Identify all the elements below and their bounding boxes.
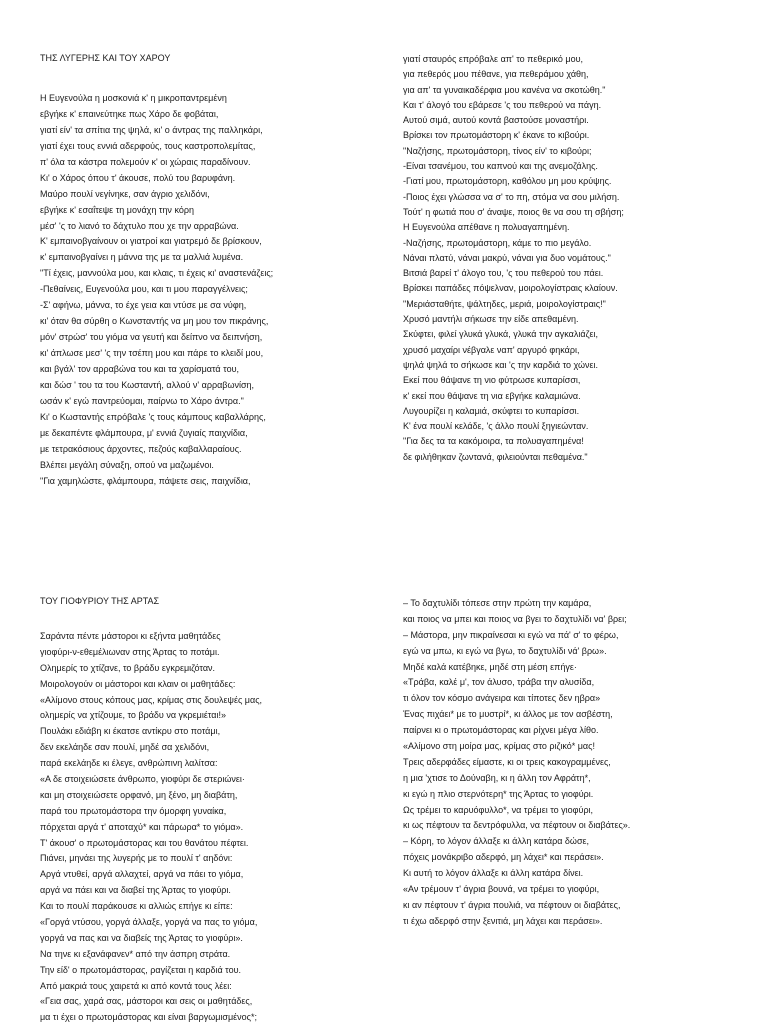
poem-line: εβγήκε κ' εσαΐτεψε τη μονάχη την κόρη: [40, 204, 194, 215]
poem-line: Μοιρολογούν οι μάστοροι και κλαιν οι μαθητάδες:: [40, 678, 236, 689]
poem-line: Ένας πιχάει* με το μυστρί*, κι άλλος με τον ασβέστη,: [403, 709, 613, 720]
poem-line: παρά εκελάηδε κι έλεγε, ανθρώπινη λαλίτσα:: [40, 758, 218, 769]
poem-line: Λυγουρίζει η καλαμιά, σκύφτει το κυπαρίσσι.: [403, 405, 580, 416]
poem-line: Κ' εμπαινοβγαίνουν οι γιατροί και γιατρεμό δε βρίσκουν,: [40, 236, 262, 247]
poem2-right-lines: [403, 596, 733, 930]
poem-line: κι' όταν θα σύρθη ο Κωνσταντής να μη μου τον πικράνης,: [40, 316, 269, 327]
poem-line: Από μακριά τους χαιρετά κι από κοντά τους λέει:: [40, 980, 232, 991]
poem-line: "Για χαμηλώστε, φλάμπουρα, πάψετε σεις, παιχνίδια,: [40, 475, 251, 486]
poem-line: γοργά να πας και να διαβείς της Άρτας το γιοφύρι».: [40, 932, 243, 943]
poem-line: κι αν πέφτουν τ' άγρια πουλιά, να πέφτουν οι διαβάτες,: [403, 899, 621, 910]
poem2-left-lines: [40, 629, 370, 1026]
poem-line: κ' εκεί που θάψανε τη νια εβγήκε καλαμιώνα.: [403, 390, 581, 401]
poem-line: με τετρακόσιους άρχοντες, πεζούς καβαλλαραίους.: [40, 443, 242, 454]
poem-line: -Πεθαίνεις, Ευγενούλα μου, και τι μου παραγγέλνεις;: [40, 284, 248, 295]
poem-line: Η Ευγενούλα απέθανε η πολυαγαπημένη.: [403, 222, 570, 233]
poem-line: γιατί έχει τους εννιά αδερφούς, τους καστροπολεμίτας,: [40, 140, 256, 151]
poem-line: και δώσ ' του τα του Κωσταντή, αλλού ν' αρραβωνίση,: [40, 379, 255, 390]
poem2-left-column: [40, 596, 370, 1026]
poem-line: "Μεριάσταθήτε, ψάλτηδες, μεριά, μοιρολογίστραις!": [403, 298, 606, 309]
poem-line: Κ' ένα πουλί κελάδε, 'ς άλλο πουλί ξηγιεώνταν.: [403, 421, 589, 432]
poem-line: εβγήκε κ' επαινεύτηκε πως Χάρο δε φοβάται,: [40, 108, 219, 119]
poem-line: η μια 'χτισε το Δούναβη, κι η άλλη τον Αφράτη*,: [403, 772, 591, 783]
poem-line: κι' άπλωσε μεσ' 'ς την τσέπη μου και πάρε το κλειδί μου,: [40, 348, 264, 358]
poem-line: Αργά ντυθεί, αργά αλλαχτεί, αργά να πάει το γιόμα,: [40, 869, 244, 880]
poem2-right-column: [403, 596, 733, 930]
poem-line: παίρνει κι ο πρωτομάστορας και ρίχνει μέγα λίθο.: [403, 725, 599, 736]
poem-line: μέσ' 'ς το λιανό το δάχτυλο που χε την αρραβώνα.: [40, 220, 239, 231]
poem-line: Κι αυτή το λόγον άλλαξε κι άλλη κατάρα δίνει.: [403, 868, 584, 879]
poem-line: "Τί έχεις, μαννούλα μου, και κλαις, τι έχεις κι' αναστενάζεις;: [40, 268, 274, 279]
poem-line: Κι' ο Χάρος όπου τ' άκουσε, πολύ του βαρυφάνη.: [40, 172, 236, 183]
poem-line: Η Ευγενούλα η μοσκονιά κ' η μικροπαντρεμένη: [40, 93, 227, 103]
poem1-right-lines: [403, 52, 733, 465]
poem-line: δεν εκελάηδε σαν πουλί, μηδέ σα χελιδόνι,: [40, 742, 210, 753]
poem-line: π' όλα τα κάστρα πολεμούν κ' οι χώραις παραδίνουν.: [40, 156, 251, 167]
poem1-left-lines: [40, 91, 360, 489]
poem-line: Τρεις αδερφάδες είμαστε, κι οι τρεις κακογραμμένες,: [403, 756, 611, 767]
poem-line: Νάναι πλατύ, νάναι μακρύ, νάναι για δυο νομάτους.": [403, 252, 611, 263]
poem-line: Βιτσιά βαρεί τ' άλογο του, 'ς του πεθερού του πάει.: [403, 268, 604, 279]
poem-line: πόρχεται αργά τ' αποταχύ* και πάρωρα* το γιόμα».: [40, 821, 244, 832]
poem-line: γιατί σταυρός επρόβαλε απ' το πεθερικό μου,: [403, 54, 583, 64]
poem-line: τι έχω αδερφό στην ξενιτιά, μη λάχει και περάσει».: [403, 915, 603, 926]
poem-line: δε φιλήθηκαν ζωντανά, φιλειούνται πεθαμένα.": [403, 451, 588, 462]
poem-line: Τ' άκουσ' ο πρωτομάστορας και του θανάτου πέφτει.: [40, 837, 249, 848]
poem-line: Πιάνει, μηνάει της λυγερής με το πουλί τ' αηδόνι:: [40, 853, 233, 864]
poem-line: "Ναζήσης, πρωτομάστορη, τίνος είν' το κιβούρι;: [403, 145, 592, 156]
poem-line: Την είδ' ο πρωτομάστορας, ραγίζεται η καρδιά του.: [40, 964, 242, 975]
poem-line: Βρίσκει παπάδες πόψελναν, μοιρολογίστραις κλαίουν.: [403, 283, 618, 294]
poem-line: Κι' ο Κωσταντής επρόβαλε 'ς τους κάμπους καβαλλάρης,: [40, 411, 266, 422]
poem1-left-column: [40, 53, 360, 489]
poem-line: Ολημερίς το χτίζανε, το βράδυ εγκρεμιζόταν.: [40, 662, 216, 673]
poem-line: τι όλον τον κόσμο ανάγειρα και τίποτες δεν ηβρα»: [403, 693, 601, 704]
poem-line: Και το πουλί παράκουσε κι αλλιώς επήγε κι είπε:: [40, 901, 233, 912]
poem-line: ψηλά ψηλά το σήκωσε και 'ς την καρδιά το χώνει.: [403, 359, 599, 370]
poem-line: ολημερίς να χτίζουμε, το βράδυ να γκρεμιέται!»: [40, 710, 227, 721]
poem-line: «Γεια σας, χαρά σας, μάστοροι και σεις οι μαθητάδες,: [40, 996, 253, 1007]
poem-line: αργά να πάει και να διαβεί της Άρτας το γιοφύρι.: [40, 885, 231, 896]
poem-line: Πουλάκι εδιάβη κι έκατσε αντίκρυ στο ποτάμι,: [40, 726, 221, 737]
poem-line: – Κόρη, το λόγον άλλαξε κι άλλη κατάρα δώσε,: [403, 836, 590, 847]
poem-line: «Αλίμονο στη μοίρα μας, κρίμας στο ριζικό* μας!: [403, 741, 595, 752]
poem1-title: ΤΗΣ ΛΥΓΕΡΗΣ ΚΑΙ ΤΟΥ ΧΑΡΟΥ: [40, 53, 171, 63]
poem-line: και βγάλ' τον αρραβώνα του και τα χαρίσματά του,: [40, 363, 239, 374]
poem-line: με δεκαπέντε φλάμπουρα, μ' εννιά ζυγιαίς παιχνίδια,: [40, 427, 248, 438]
poem-line: Εκεί που θάψανε τη νιο φύτρωσε κυπαρίσσι,: [403, 375, 581, 386]
poem-line: -Σ' αφήνω, μάννα, το έχε γεια και ντύσε με σα νύφη,: [40, 300, 247, 311]
poem-line: κι εγώ η πλιο στερνότερη* της Άρτας το γιοφύρι.: [403, 788, 594, 799]
poem-line: Χρυσό μαντήλι σήκωσε την είδε απεθαμένη.: [403, 314, 579, 325]
poem-line: μα τι έχει ο πρωτομάστορας και είναι βαργωμισμένος*;: [40, 1012, 258, 1023]
poem-line: Σαράντα πέντε μάστοροι κι εξήντα μαθητάδες: [40, 631, 221, 641]
poem-line: Να τηνε κι εξανάφανεν* από την άσπρη στράτα.: [40, 948, 231, 959]
poem-line: Βλέπει μεγάλη σύναξη, οπού να μαζωμένοι.: [40, 459, 214, 470]
poem-line: για απ' τα γυναικαδέρφια μου κανένα να σκοτώθη.": [403, 84, 606, 95]
poem-line: Τούτ' η φωτιά που σ' άναψε, ποιος θε να σου τη σβήση;: [403, 206, 624, 217]
poem-line: Μαύρο πουλί νεγίνηκε, σαν άγριο χελιδόνι,: [40, 188, 210, 199]
poem-line: -Είναι τσανέμου, του καπνού και της ανεμοζάλης.: [403, 161, 598, 172]
poem-line: κι ως πέφτουν τα δεντρόφυλλα, να πέφτουν οι διαβάτες».: [403, 820, 631, 831]
poem-line: χρυσό μαχαίρι νέβγαλε ναπ' αργυρό φηκάρι,: [403, 344, 580, 355]
poem-line: – Το δαχτυλίδι τόπεσε στην πρώτη την καμάρα,: [403, 598, 592, 608]
poem-line: "Για δες τα τα κακόμοιρα, τα πολυαγαπημένα!: [403, 436, 584, 447]
poem-line: Μηδέ καλά κατέβηκε, μηδέ στη μέση επήγε·: [403, 661, 577, 672]
poem-line: «Τράβα, καλέ μ', τον άλυσο, τράβα την αλυσίδα,: [403, 677, 595, 688]
poem-line: γιοφύρι-ν-εθεμέλιωναν στης Άρτας το ποτάμι.: [40, 646, 220, 657]
poem-line: Αυτού σιμά, αυτού κοντά βαστούσε μοναστήρι.: [403, 115, 589, 126]
poem-line: ωσάν κ' εγώ παντρεύομαι, παίρνω το Χάρο άντρα.": [40, 395, 244, 406]
poem-line: -Ποιος έχει γλώσσα να σ' το πη, στόμα να σου μιλήση.: [403, 191, 620, 202]
poem-line: «Α δε στοιχειώσετε άνθρωπο, γιοφύρι δε στεριώνει·: [40, 774, 245, 785]
poem-line: Σκύφτει, φιλεί γλυκά γλυκά, γλυκά την αγκαλιάζει,: [403, 329, 599, 340]
poem-line: και μη στοιχειώσετε ορφανό, μη ξένο, μη διαβάτη,: [40, 789, 238, 800]
poem-line: «Αν τρέμουν τ' άγρια βουνά, να τρέμει το γιοφύρι,: [403, 884, 600, 895]
poem2-title: ΤΟΥ ΓΙΟΦΥΡΙΟΥ ΤΗΣ ΑΡΤΑΣ: [40, 596, 160, 606]
poem-line: γιατί είν' τα σπίτια της ψηλά, κι' ο άντρας της παλληκάρι,: [40, 124, 263, 135]
poem-line: Ως τρέμει το καρυόφυλλο*, να τρέμει το γιοφύρι,: [403, 804, 594, 815]
poem-line: πόχεις μονάκριβο αδερφό, μη λάχει* και περάσει».: [403, 852, 604, 863]
poem-line: κ' εμπαινοβγαίνει η μάννα της με τα μαλλιά λυμένα.: [40, 252, 244, 263]
poem-line: -Ναζήσης, πρωτομάστορη, κάμε το πιο μεγάλο.: [403, 237, 592, 248]
poem-line: Βρίσκει τον πρωτομάστορη κ' έκανε το κιβούρι.: [403, 130, 590, 141]
poem1-right-column: [403, 52, 733, 465]
poem-line: «Αλίμονο στους κόπους μας, κρίμας στις δουλεψές μας,: [40, 694, 263, 705]
poem-line: – Μάστορα, μην πικραίνεσαι κι εγώ να πά' σ' το φέρω,: [403, 629, 619, 640]
poem-line: και ποιος να μπει και ποιος να βγει το δαχτυλίδι να' βρει;: [403, 613, 627, 624]
poem-line: εγώ να μπω, κι εγώ να βγω, το δαχτυλίδι νά' βρω».: [403, 645, 607, 656]
poem-line: μόν' στρώσ' του γιόμα να γευτή και δείπνο να δειπνήση,: [40, 332, 263, 343]
poem-line: παρά του πρωτομάστορα την όμορφη γυναίκα,: [40, 805, 227, 816]
poem-line: «Γοργά ντύσου, γοργά άλλαξε, γοργά να πας το γιόμα,: [40, 917, 258, 928]
poem-line: Και τ' άλογό του εβάρεσε 'ς του πεθερού να πάγη.: [403, 99, 602, 110]
poem-line: -Γιατί μου, πρωτομάστορη, καθόλου μη μου κρύψης.: [403, 176, 612, 187]
poem-line: για πεθερός μου πέθανε, για πεθεράμου χάθη,: [403, 69, 589, 80]
